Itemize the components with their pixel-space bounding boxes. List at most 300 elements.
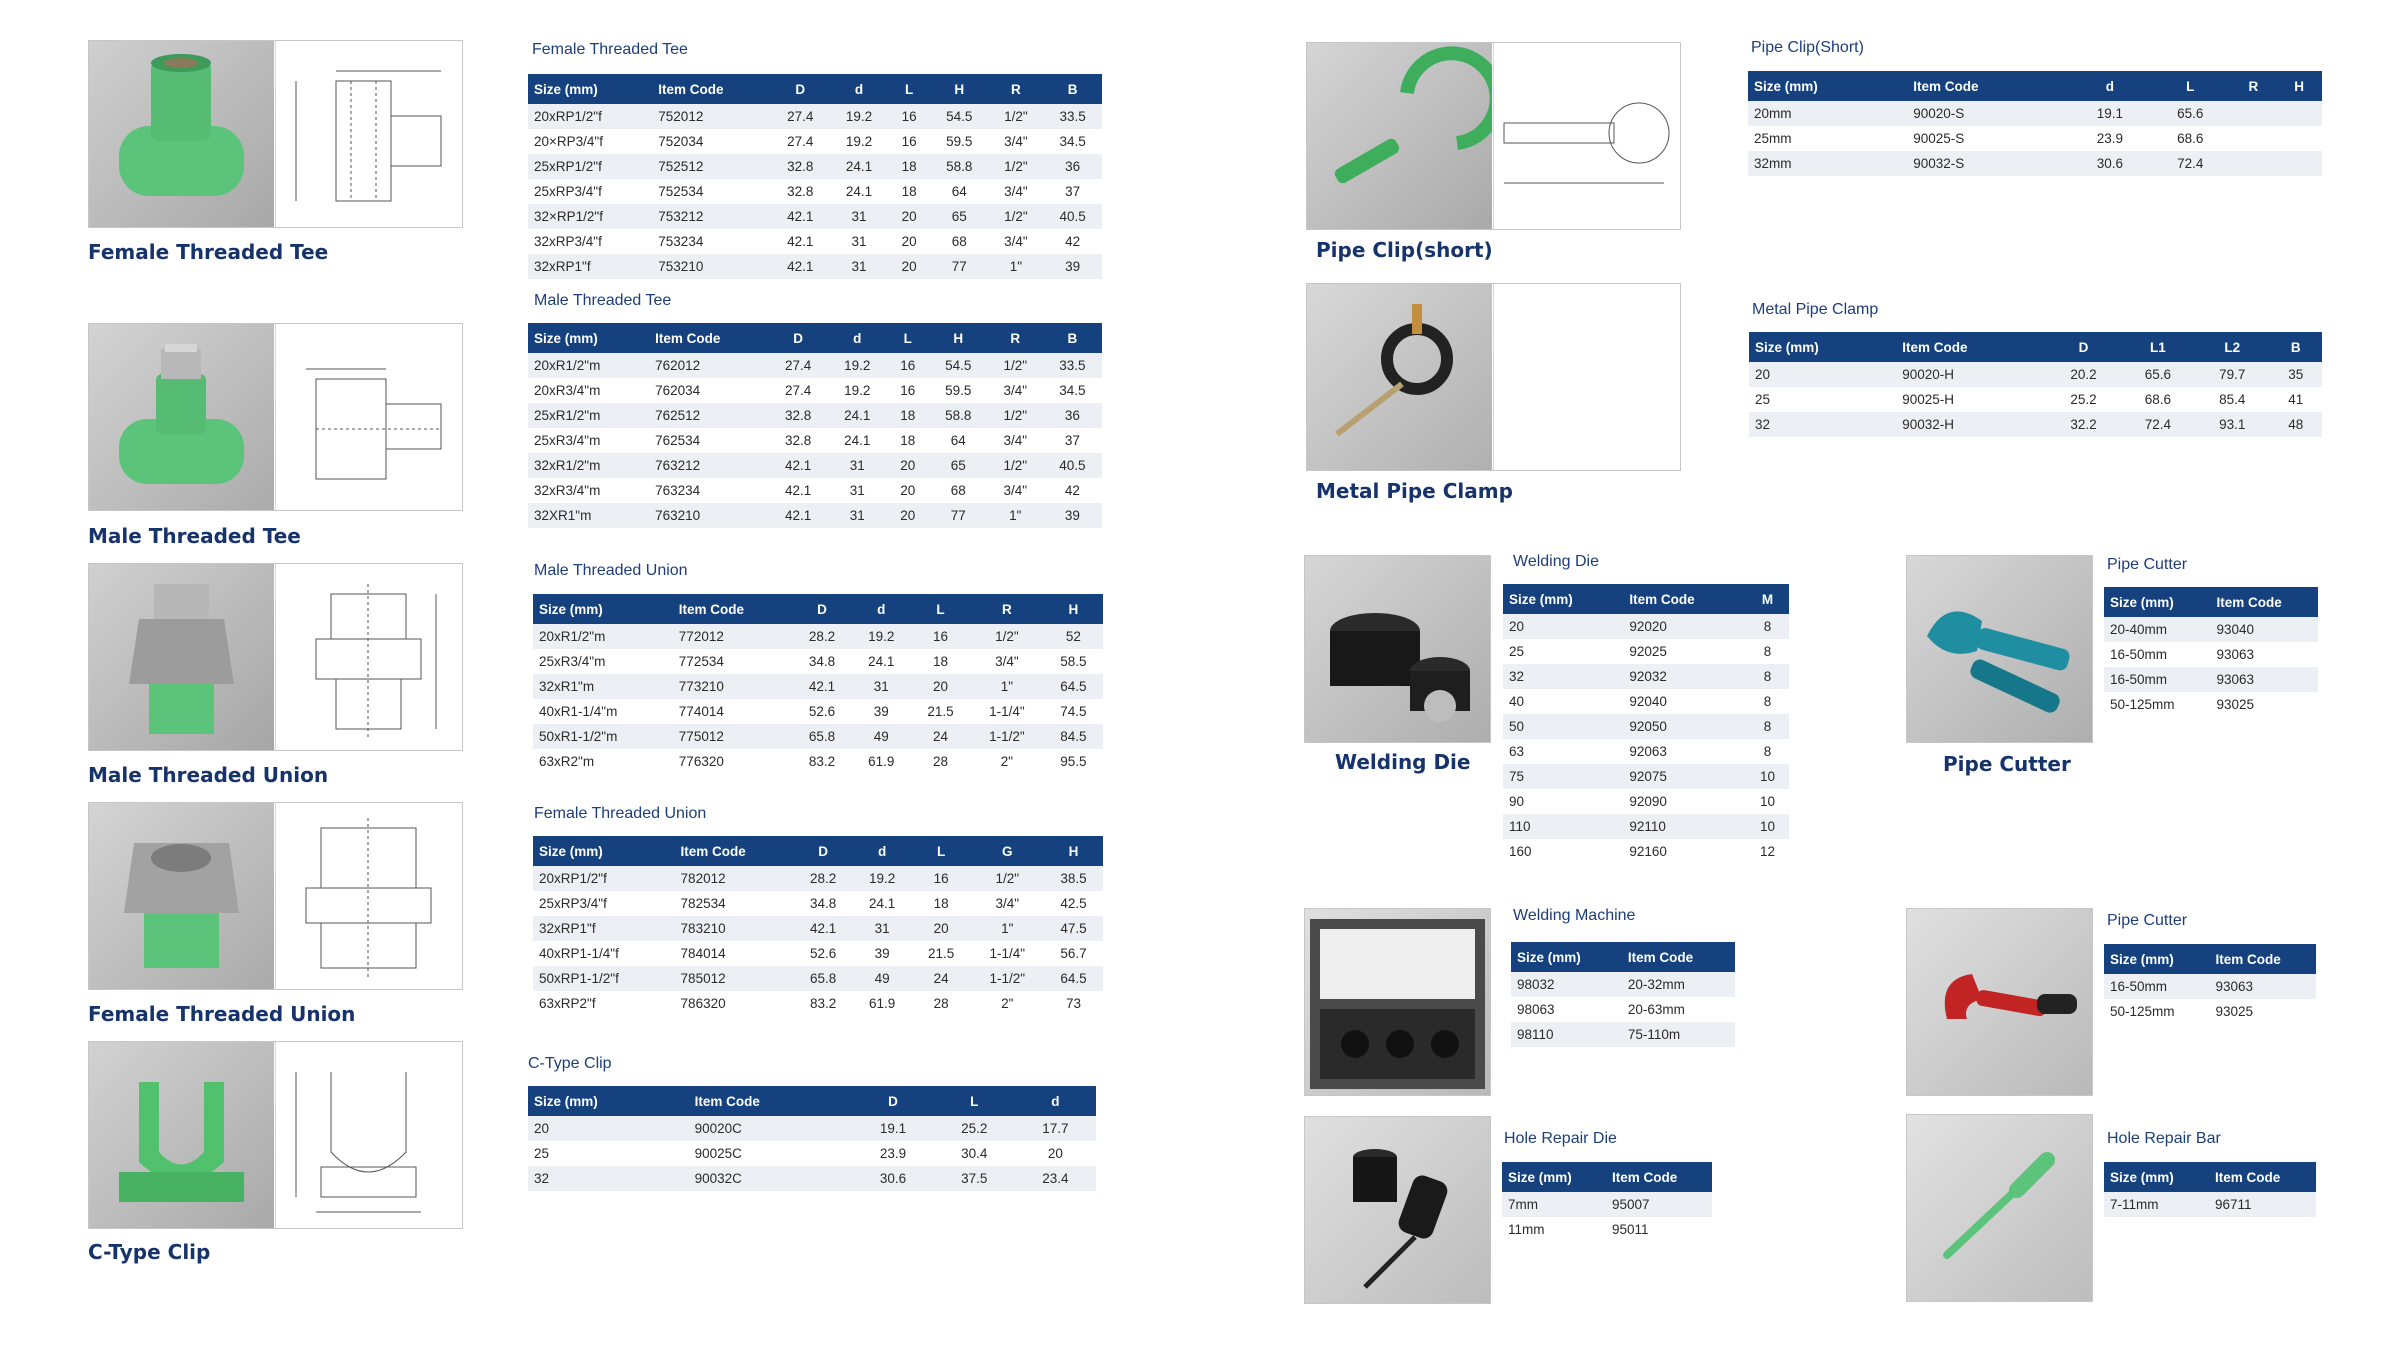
column-header: M xyxy=(1746,584,1789,614)
pipe-clip-short-title: Pipe Clip(Short) xyxy=(1751,39,1864,56)
table-cell: 61.9 xyxy=(868,996,896,1011)
column-header: R xyxy=(970,594,1044,624)
table-cell: 2" xyxy=(1000,754,1014,769)
table-cell: 52 xyxy=(1044,624,1103,649)
table-cell: 8 xyxy=(1763,694,1772,709)
table-row xyxy=(533,966,1103,991)
table-cell: 24.1 xyxy=(868,654,895,669)
pipe-clip-drawing xyxy=(1494,43,1680,229)
column-header: Item Code xyxy=(1606,1162,1712,1192)
hole-repair-bar-title: Hole Repair Bar xyxy=(2107,1130,2221,1147)
table-row xyxy=(1503,689,1789,714)
table-cell: 34.5 xyxy=(1059,134,1086,149)
table-cell: 63xRP2"f xyxy=(539,996,596,1011)
table-cell: 73 xyxy=(1065,996,1081,1011)
pipe-clip-photo xyxy=(1307,43,1492,229)
table-cell: 10 xyxy=(1746,814,1789,839)
table-cell: 34.8 xyxy=(809,896,837,911)
column-header: L xyxy=(911,594,970,624)
column-header: Size (mm) xyxy=(533,836,675,866)
table-row xyxy=(2104,617,2318,642)
male-threaded-tee-image xyxy=(88,323,463,511)
table-cell: 25.2 xyxy=(934,1116,1015,1141)
column-header: B xyxy=(1043,74,1102,104)
table-cell: 21.5 xyxy=(927,946,955,961)
table-cell: 95011 xyxy=(1611,1222,1649,1237)
table-cell: 1/2" xyxy=(988,403,1043,428)
table-cell: 20 xyxy=(912,916,971,941)
table-row xyxy=(1503,789,1789,814)
male-threaded-union-label: Male Threaded Union xyxy=(88,763,329,787)
table-cell: 42.5 xyxy=(1060,896,1087,911)
table-cell: 16 xyxy=(900,383,916,398)
table-cell: 18 xyxy=(900,433,916,448)
table-cell: 79.7 xyxy=(2195,362,2269,387)
table-cell: 24.1 xyxy=(845,184,873,199)
hole-repair-bar-photo xyxy=(1907,1115,2092,1301)
table-row xyxy=(533,649,1103,674)
table-cell: 50xRP1-1/2"f xyxy=(533,966,675,991)
table-cell: 772012 xyxy=(673,624,793,649)
table-cell: 19.2 xyxy=(852,624,911,649)
column-header: d xyxy=(853,836,912,866)
metal-pipe-clamp-image xyxy=(1306,283,1681,471)
table-cell: 24.1 xyxy=(868,896,896,911)
table-cell: 52.6 xyxy=(808,704,836,719)
column-header: Size (mm) xyxy=(2104,587,2210,617)
table-cell: 27.4 xyxy=(771,104,830,129)
table-cell: 37 xyxy=(1065,184,1081,199)
table-cell: 39 xyxy=(1043,503,1102,528)
column-header: D xyxy=(769,323,828,353)
table-cell: 65.6 xyxy=(2150,101,2230,126)
table-cell: 25xRP1/2"f xyxy=(528,154,652,179)
column-header: d xyxy=(1015,1086,1096,1116)
column-header: Size (mm) xyxy=(2104,944,2209,974)
table-cell: 36 xyxy=(1043,403,1102,428)
table-cell: 3/4" xyxy=(995,654,1019,669)
column-header: Size (mm) xyxy=(533,594,673,624)
male-threaded-tee-label: Male Threaded Tee xyxy=(88,524,301,548)
table-cell: 752012 xyxy=(652,104,771,129)
column-header: H xyxy=(930,74,989,104)
table-row xyxy=(533,866,1103,891)
table-cell: 763234 xyxy=(655,483,701,498)
table-cell: 42.1 xyxy=(794,916,853,941)
table-cell: 32xRP3/4"f xyxy=(534,234,602,249)
table-cell: 42.1 xyxy=(771,204,830,229)
table-cell: 28 xyxy=(933,996,949,1011)
table-cell: 64 xyxy=(950,433,966,448)
table-cell: 19.2 xyxy=(845,134,873,149)
table-cell: 95.5 xyxy=(1060,754,1087,769)
table-cell: 47.5 xyxy=(1044,916,1103,941)
table-cell: 32×RP1/2"f xyxy=(528,204,652,229)
pipe-cutter-2-image xyxy=(1906,908,2093,1096)
table-cell: 93063 xyxy=(2209,974,2316,999)
table-cell: 19.2 xyxy=(844,383,871,398)
pipe-cutter-label: Pipe Cutter xyxy=(1943,752,2071,776)
table-row xyxy=(528,428,1102,453)
table-cell: 10 xyxy=(1760,794,1776,809)
metal-pipe-clamp-table xyxy=(1749,332,2322,437)
table-cell: 50-125mm xyxy=(2110,1004,2175,1019)
male-threaded-union-title: Male Threaded Union xyxy=(534,562,688,579)
column-header: L xyxy=(2150,71,2230,101)
table-cell: 32.8 xyxy=(771,154,830,179)
table-cell: 3/4" xyxy=(1003,383,1028,398)
table-row xyxy=(2104,667,2318,692)
table-row xyxy=(1503,614,1789,639)
male-tee-drawing xyxy=(276,324,462,510)
table-row xyxy=(1748,101,2322,126)
table-cell: 12 xyxy=(1760,844,1776,859)
table-cell: 3/4" xyxy=(995,896,1020,911)
table-cell: 92032 xyxy=(1623,664,1746,689)
table-cell: 16-50mm xyxy=(2104,974,2209,999)
table-cell: 34.5 xyxy=(1059,383,1086,398)
column-header: d xyxy=(2070,71,2150,101)
welding-machine-image xyxy=(1304,908,1491,1096)
table-cell: 98032 xyxy=(1511,972,1622,997)
table-cell: 27.4 xyxy=(769,353,828,378)
table-cell: 3/4" xyxy=(1004,184,1028,199)
female-union-drawing xyxy=(276,803,462,989)
table-cell: 90020-S xyxy=(1907,101,2069,126)
table-cell: 39 xyxy=(1043,254,1102,279)
table-cell: 92090 xyxy=(1629,794,1667,809)
table-cell: 25xR3/4"m xyxy=(539,654,606,669)
table-cell: 24 xyxy=(912,966,971,991)
table-cell: 20-63mm xyxy=(1627,1002,1685,1017)
table-cell: 30.6 xyxy=(852,1166,933,1191)
table-row xyxy=(528,204,1102,229)
column-header: G xyxy=(971,836,1044,866)
female-threaded-tee-image xyxy=(88,40,463,228)
pipe-cutter-image xyxy=(1906,555,2093,743)
column-header: Size (mm) xyxy=(1748,71,1907,101)
table-row xyxy=(533,941,1103,966)
table-row xyxy=(1503,814,1789,839)
table-cell: 3/4" xyxy=(1003,433,1028,448)
table-row xyxy=(528,1166,1096,1191)
table-cell: 59.5 xyxy=(946,134,973,149)
table-cell: 24.1 xyxy=(828,403,887,428)
table-cell: 90032C xyxy=(689,1166,853,1191)
table-cell: 49 xyxy=(852,724,911,749)
column-header: L xyxy=(887,323,929,353)
table-cell: 32.8 xyxy=(787,184,814,199)
column-header: Item Code xyxy=(652,74,771,104)
table-cell xyxy=(2231,126,2277,151)
table-cell: 782534 xyxy=(680,896,726,911)
table-row xyxy=(2104,692,2318,717)
table-cell: 32 xyxy=(528,1166,689,1191)
pipe-cutter-2-photo xyxy=(1907,909,2092,1095)
table-row xyxy=(533,991,1103,1016)
table-cell: 19.1 xyxy=(852,1116,933,1141)
column-header: D xyxy=(794,836,853,866)
table-cell: 37.5 xyxy=(934,1166,1015,1191)
table-row xyxy=(528,154,1102,179)
hole-repair-die-table xyxy=(1502,1162,1712,1242)
table-header-row xyxy=(533,836,1103,866)
table-cell: 763212 xyxy=(649,453,768,478)
table-row xyxy=(2104,974,2316,999)
table-cell: 20 xyxy=(900,483,916,498)
table-cell: 20.2 xyxy=(2046,362,2120,387)
column-header: Item Code xyxy=(1907,71,2069,101)
table-row xyxy=(528,254,1102,279)
table-cell: 42.1 xyxy=(787,234,814,249)
table-cell: 52.6 xyxy=(809,946,837,961)
table-cell: 42.1 xyxy=(769,453,828,478)
table-cell: 90 xyxy=(1509,794,1525,809)
table-cell: 90025-S xyxy=(1913,131,1965,146)
metal-pipe-clamp-label: Metal Pipe Clamp xyxy=(1316,479,1513,503)
table-cell: 54.5 xyxy=(929,353,988,378)
table-cell xyxy=(2231,101,2277,126)
table-row xyxy=(1511,972,1735,997)
table-cell: 1" xyxy=(989,254,1044,279)
table-cell: 20×RP3/4"f xyxy=(534,134,603,149)
green-tee-photo xyxy=(89,41,274,227)
column-header: L2 xyxy=(2195,332,2269,362)
table-cell: 20xRP1/2"f xyxy=(528,104,652,129)
pipe-cutter-2-title: Pipe Cutter xyxy=(2107,912,2188,929)
table-cell: 1/2" xyxy=(971,866,1044,891)
table-cell: 92020 xyxy=(1623,614,1746,639)
table-cell: 19.2 xyxy=(830,104,889,129)
column-header: Item Code xyxy=(1896,332,2046,362)
pipe-cutter-table xyxy=(2104,587,2318,717)
table-cell: 33.5 xyxy=(1043,353,1102,378)
male-threaded-tee-table xyxy=(528,323,1102,528)
table-cell: 25xRP3/4"f xyxy=(539,896,607,911)
table-cell: 1-1/4" xyxy=(989,946,1026,961)
table-cell: 90020-H xyxy=(1896,362,2046,387)
table-cell: 65 xyxy=(930,204,989,229)
table-cell: 33.5 xyxy=(1043,104,1102,129)
pipe-clip-short-table xyxy=(1748,71,2322,176)
female-threaded-union-table xyxy=(533,836,1103,1016)
table-cell: 42.1 xyxy=(784,483,812,498)
table-cell: 7mm xyxy=(1502,1192,1606,1217)
table-row xyxy=(2104,999,2316,1024)
table-header-row xyxy=(1503,584,1789,614)
table-row xyxy=(528,353,1102,378)
table-cell: 20 xyxy=(1503,614,1623,639)
female-union-photo xyxy=(89,803,274,989)
table-cell: 25xR1/2"m xyxy=(528,403,649,428)
table-cell: 95007 xyxy=(1606,1192,1712,1217)
table-header-row xyxy=(1502,1162,1712,1192)
table-cell: 20 xyxy=(1749,362,1896,387)
tee-drawing xyxy=(276,41,462,227)
table-cell: 8 xyxy=(1746,664,1789,689)
table-cell: 31 xyxy=(849,483,865,498)
table-cell: 25xR3/4"m xyxy=(534,433,601,448)
table-cell: 27.4 xyxy=(787,134,814,149)
pipe-clip-short-label: Pipe Clip(short) xyxy=(1316,238,1493,262)
column-header: Item Code xyxy=(2209,1162,2316,1192)
table-cell: 20-32mm xyxy=(1622,972,1735,997)
column-header: d xyxy=(830,74,889,104)
table-cell: 48 xyxy=(2269,412,2322,437)
table-cell: 7-11mm xyxy=(2104,1192,2209,1217)
table-cell: 1/2" xyxy=(988,453,1043,478)
table-cell: 25 xyxy=(1755,392,1771,407)
column-header: Item Code xyxy=(689,1086,853,1116)
table-cell: 61.9 xyxy=(868,754,895,769)
column-header: Size (mm) xyxy=(528,74,652,104)
table-cell: 63 xyxy=(1509,744,1525,759)
table-cell: 25 xyxy=(1509,644,1525,659)
metal-clamp-photo xyxy=(1307,284,1492,470)
table-cell: 160 xyxy=(1509,844,1532,859)
column-header: Item Code xyxy=(673,594,793,624)
table-cell: 16 xyxy=(901,134,917,149)
table-cell: 16 xyxy=(911,624,970,649)
table-cell: 25 xyxy=(534,1146,550,1161)
table-cell: 23.9 xyxy=(2096,131,2123,146)
male-union-drawing xyxy=(276,564,462,750)
welding-machine-photo xyxy=(1305,909,1490,1095)
table-cell: 1" xyxy=(971,916,1044,941)
table-cell: 41 xyxy=(2288,392,2304,407)
table-header-row xyxy=(528,74,1102,104)
table-row xyxy=(1749,387,2322,412)
table-cell: 32 xyxy=(1749,412,1896,437)
table-cell: 752534 xyxy=(658,184,704,199)
table-cell: 31 xyxy=(851,234,867,249)
table-cell: 20 xyxy=(888,204,929,229)
table-cell: 34.8 xyxy=(808,654,836,669)
table-cell: 18 xyxy=(933,896,949,911)
hole-repair-bar-table xyxy=(2104,1162,2316,1217)
column-header: Size (mm) xyxy=(2104,1162,2209,1192)
table-cell: 32 xyxy=(1503,664,1623,689)
table-cell: 20 xyxy=(888,254,929,279)
table-cell: 75-110m xyxy=(1622,1022,1735,1047)
table-cell: 16 xyxy=(888,104,929,129)
table-cell: 83.2 xyxy=(809,996,837,1011)
table-row xyxy=(1503,739,1789,764)
table-cell: 32mm xyxy=(1748,151,1907,176)
female-threaded-union-image xyxy=(88,802,463,990)
table-cell: 72.4 xyxy=(2150,151,2230,176)
table-cell: 3/4" xyxy=(1004,134,1028,149)
table-cell: 37 xyxy=(1064,433,1080,448)
table-cell: 32xRP1"f xyxy=(528,254,652,279)
table-cell: 40.5 xyxy=(1043,453,1102,478)
column-header: H xyxy=(1044,836,1103,866)
table-header-row xyxy=(533,594,1103,624)
table-cell: 30.6 xyxy=(2070,151,2150,176)
table-cell: 42.1 xyxy=(792,674,851,699)
table-cell: 77 xyxy=(930,254,989,279)
hole-repair-bar-image xyxy=(1906,1114,2093,1302)
column-header: L xyxy=(934,1086,1015,1116)
table-cell: 32.2 xyxy=(2046,412,2120,437)
pipe-cutter-2-table xyxy=(2104,944,2316,1024)
column-header: R xyxy=(989,74,1044,104)
table-cell: 11mm xyxy=(1508,1222,1545,1237)
table-cell: 92110 xyxy=(1623,814,1746,839)
table-header-row xyxy=(2104,944,2316,974)
table-cell: 31 xyxy=(830,254,889,279)
table-cell: 49 xyxy=(853,966,912,991)
table-cell: 752034 xyxy=(658,134,704,149)
table-cell: 773210 xyxy=(673,674,793,699)
table-cell: 783210 xyxy=(675,916,794,941)
table-cell: 50xR1-1/2"m xyxy=(533,724,673,749)
table-cell: 32xRP1"f xyxy=(533,916,675,941)
hole-repair-die-image xyxy=(1304,1116,1491,1304)
male-union-photo xyxy=(89,564,274,750)
table-cell xyxy=(2276,126,2322,151)
table-cell: 42 xyxy=(1064,483,1080,498)
table-row xyxy=(533,891,1103,916)
column-header: Size (mm) xyxy=(1503,584,1623,614)
table-cell: 3/4" xyxy=(1003,483,1028,498)
table-row xyxy=(528,129,1102,154)
column-header: Item Code xyxy=(2210,587,2318,617)
table-cell: 775012 xyxy=(673,724,793,749)
table-cell: 68 xyxy=(950,483,966,498)
column-header: Size (mm) xyxy=(1749,332,1896,362)
table-cell: 19.1 xyxy=(2070,101,2150,126)
table-cell: 753212 xyxy=(652,204,771,229)
column-header: H xyxy=(1044,594,1103,624)
table-cell: 32.8 xyxy=(784,433,812,448)
table-cell: 93025 xyxy=(2216,697,2255,712)
table-cell: 65.8 xyxy=(794,966,853,991)
table-row xyxy=(528,403,1102,428)
table-cell: 1-1/2" xyxy=(971,966,1044,991)
table-header-row xyxy=(528,1086,1096,1116)
table-row xyxy=(1502,1217,1712,1242)
welding-die-table xyxy=(1503,584,1789,864)
table-cell: 19.2 xyxy=(828,353,887,378)
table-row xyxy=(2104,1192,2316,1217)
table-cell: 32.8 xyxy=(769,403,828,428)
male-threaded-union-image xyxy=(88,563,463,751)
table-row xyxy=(1503,664,1789,689)
table-cell: 32xR3/4"m xyxy=(534,483,601,498)
table-cell: 74.5 xyxy=(1060,704,1087,719)
table-cell: 27.4 xyxy=(784,383,812,398)
table-row xyxy=(528,1141,1096,1166)
c-clip-photo xyxy=(89,1042,274,1228)
table-cell: 75 xyxy=(1503,764,1623,789)
welding-die-title: Welding Die xyxy=(1513,553,1599,570)
table-row xyxy=(533,916,1103,941)
column-header: H xyxy=(2276,71,2322,101)
table-row xyxy=(1503,639,1789,664)
table-cell: 20 xyxy=(901,234,917,249)
table-cell: 772534 xyxy=(678,654,724,669)
table-cell: 24.1 xyxy=(830,154,889,179)
table-cell: 68 xyxy=(951,234,967,249)
pipe-cutter-title: Pipe Cutter xyxy=(2107,556,2188,573)
table-cell: 1/2" xyxy=(989,104,1044,129)
female-threaded-tee-label: Female Threaded Tee xyxy=(88,240,329,264)
table-row xyxy=(528,503,1102,528)
table-cell: 20 xyxy=(528,1116,689,1141)
table-cell: 110 xyxy=(1503,814,1623,839)
table-cell: 39 xyxy=(874,946,890,961)
